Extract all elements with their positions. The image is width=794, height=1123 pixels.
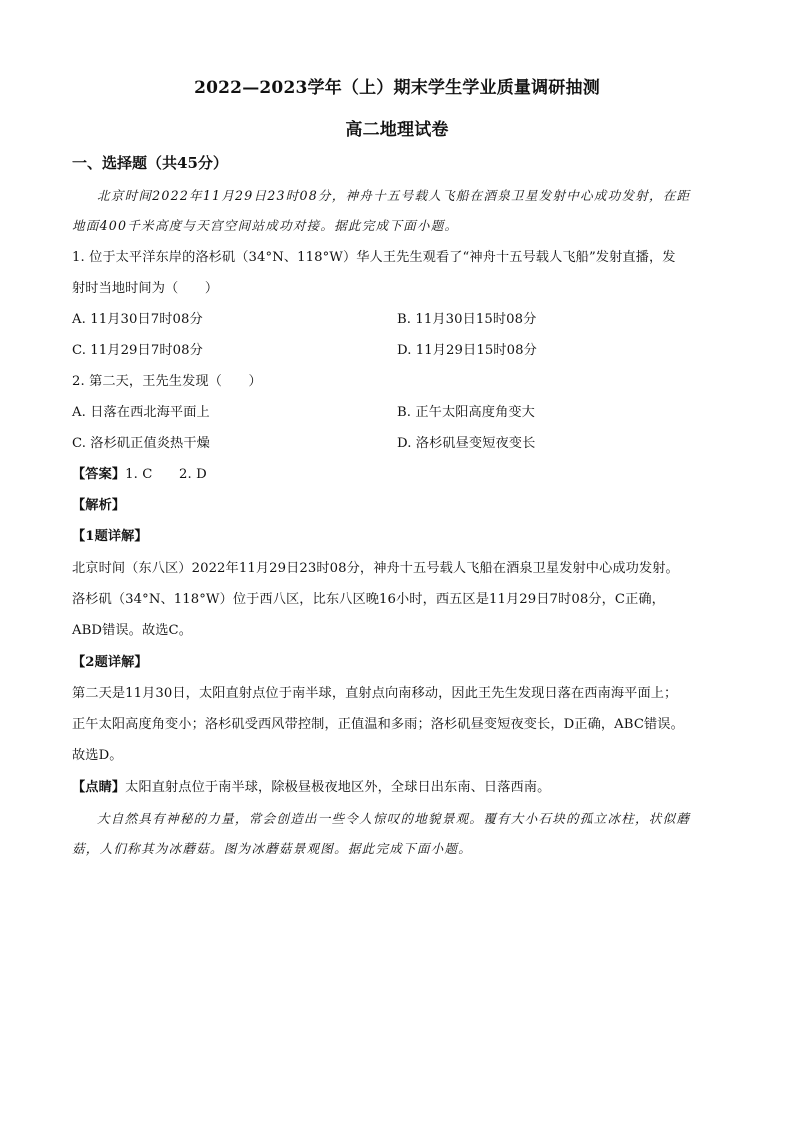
answer-text: 1. C 2. D [125,467,207,482]
question-2-option-d: D. 洛杉矶昼变短夜变长 [397,436,536,451]
analysis-label: 【解析】 [72,498,126,513]
question-1-option-d: D. 11月29日15时08分 [397,343,537,358]
question-2-option-c: C. 洛杉矶正值炎热干燥 [72,436,210,451]
exam-subtitle: 高二地理试卷 [345,120,449,140]
answer-label: 【答案】 [72,467,126,482]
question-1-stem: 1. 位于太平洋东岸的洛杉矶（34°N、118°W）华人王先生观看了“神舟十五号载人飞船”发射直播，发 [72,250,676,265]
detail-1-text: ABD错误。故选C。 [72,623,193,638]
question-2-option-a: A. 日落在西北海平面上 [72,405,210,420]
detail-2-text: 第二天是11月30日，太阳直射点位于南半球，直射点向南移动，因此王先生发现日落在西南海平面上； [72,686,678,701]
question-2-option-b: B. 正午太阳高度角变大 [397,405,535,420]
question-1-option-c: C. 11月29日7时08分 [72,343,203,358]
intro-passage-line: 大自然具有神秘的力量，常会创造出一些令人惊叹的地貌景观。覆有大小石块的孤立冰柱，状似蘑 [97,811,691,826]
tip-line [72,776,550,795]
section-heading: 一、选择题（共45分） [72,154,228,172]
detail-2-label: 【2题详解】 [72,655,148,670]
detail-1-text: 北京时间（东八区）2022年11月29日23时08分，神舟十五号载人飞船在酒泉卫星发射中心成功发射。 [72,561,679,576]
intro-passage-line: 北京时间2022年11月29日23时08分，神舟十五号载人飞船在酒泉卫星发射中心成功发射，在距 [97,188,691,203]
exam-title: 2022—2023学年（上）期末学生学业质量调研抽测 [194,78,600,98]
question-1-stem: 射时当地时间为（ ） [72,281,219,296]
detail-1-text: 洛杉矶（34°N、118°W）位于西八区，比东八区晚16小时，西五区是11月29日7时08分，C正确， [72,592,665,607]
intro-passage-line: 地面400千米高度与天宫空间站成功对接。据此完成下面小题。 [72,218,459,233]
question-1-option-b: B. 11月30日15时08分 [397,312,537,327]
tip-text: 太阳直射点位于南半球，除极昼极夜地区外，全球日出东南、日落西南。 [125,780,551,795]
question-1-option-a: A. 11月30日7时08分 [72,312,203,327]
detail-2-text: 故选D。 [72,748,123,763]
detail-2-text: 正午太阳高度角变小；洛杉矶受西风带控制，正值温和多雨；洛杉矶昼变短夜变长，D正确，ABC错误。 [72,717,684,732]
tip-label: 【点睛】 [72,780,126,795]
intro-passage-line: 菇，人们称其为冰蘑菇。图为冰蘑菇景观图。据此完成下面小题。 [72,841,473,856]
answer-line [72,463,207,482]
question-2-stem: 2. 第二天，王先生发现（ ） [72,374,262,389]
detail-1-label: 【1题详解】 [72,529,148,544]
